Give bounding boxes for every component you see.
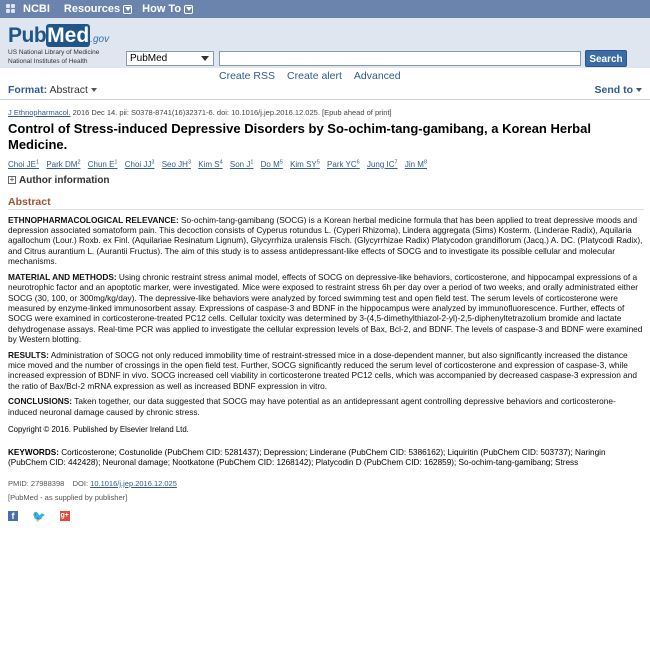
author-link[interactable] <box>405 160 427 169</box>
logo-gov: .gov <box>90 34 110 45</box>
doi-label: DOI: <box>72 478 89 488</box>
author-link[interactable] <box>88 160 118 169</box>
author-name: Jung IC <box>366 159 395 169</box>
author-affil: 2 <box>77 159 81 165</box>
share-bar <box>8 510 644 523</box>
author-info-label: Author information <box>19 174 110 186</box>
resources-label: Resources <box>63 3 121 15</box>
keywords <box>8 448 644 469</box>
search-bar <box>0 18 650 82</box>
caret-down-icon <box>91 88 97 92</box>
author-list <box>8 159 644 169</box>
ncbi-logo-icon <box>6 4 20 14</box>
author-link[interactable] <box>290 160 320 169</box>
search-input[interactable] <box>219 51 581 66</box>
author-affil: 6 <box>356 159 360 165</box>
journal-link[interactable]: J Ethnopharmacol. <box>8 108 71 117</box>
copyright: Copyright © 2016. Published by Elsevier Ireland Ltd. <box>8 424 189 434</box>
ncbi-home-link[interactable] <box>6 3 50 15</box>
source-note: [PubMed - as supplied by publisher] <box>8 492 128 502</box>
google-plus-icon[interactable]: g+ <box>60 512 69 520</box>
author-link[interactable] <box>230 160 254 169</box>
search-button[interactable]: Search <box>585 50 627 67</box>
author-affil: 5 <box>316 159 320 165</box>
author-affil: 5 <box>279 159 283 165</box>
author-name: Kim SY <box>290 159 317 169</box>
abstract-section <box>8 396 644 417</box>
twitter-icon[interactable]: 🐦 <box>32 510 46 523</box>
howto-label: How To <box>142 3 182 15</box>
format-bar <box>0 80 650 100</box>
section-text: So-ochim-tang-gamibang (SOCG) is a Korean herbal medicine formula that has been applied to treat depressive moods and depression associated somatoform pain. This decoction consists of Cyperus rotundus L. (Cyperi Rhizoma), Lindera aggregata (Sims) Kosterm. (Linderae Radix), Aquilaria agallochum (Lour.) Roxb. ex Finl. (Aquilariae Resinatum Lignum), Glycyrrhiza uralensis Fisch. (Glycyrrhizae Radix) Platycodon grandiflorum (Jacq.) A. DC. (Platycodi Radix), and Citrus aurantium L. (Aurantii Fructus). The aim of this study is to assess antidepressant-like effects of SOCG and to investigate its possible cellular and molecular mechanisms. <box>8 214 643 267</box>
author-affil: 7 <box>394 159 398 165</box>
format-label: Format: <box>8 84 48 96</box>
resources-menu[interactable] <box>64 3 132 15</box>
author-affil: 1 <box>250 159 254 165</box>
create-alert-link[interactable]: Create alert <box>287 70 342 82</box>
author-link[interactable] <box>46 160 80 169</box>
section-label: CONCLUSIONS: <box>8 396 73 407</box>
abstract-section <box>8 272 644 345</box>
chevron-down-icon <box>123 5 132 14</box>
pmid: PMID: 27988398 <box>8 478 65 488</box>
author-name: Chun E <box>87 159 115 169</box>
format-selector[interactable] <box>8 84 97 96</box>
doi-link[interactable]: 10.1016/j.jep.2016.12.025 <box>90 478 177 488</box>
section-text: Using chronic restraint stress animal model, effects of SOCG on depressive-like behaviors, corticosterone, and hippocampal expressions of a neurotrophic factor and an apoptotic marker, were investigated. Mice were exposed to restraint stress 6h per day over a period of two weeks, and orally administrated either SOCG (30, 100, or 300mg/kg/day). The depressive-like behaviors were analyzed by forced swimming test and open field test. The serum levels of corticosterone were measured by enzyme-linked immunosorbent assay. Expressions of caspase-3 and BDNF in the hippocampus were analyzed by immunofluorescence. Further, effects of SOCG were examined in corticosterone-treated PC12 cells. Cellular toxicity was determined by 3-(4,5-dimethylthiazol-2-yl)-2,5-diphenyltetrazolium bromide and lactate dehydrogenase assays. Real-time PCR was applied to investigate the cellular expression levels of Bax, Bcl-2, and BDNF. The levels of caspase-3 and BDNF were examined by Western blotting. <box>8 271 643 345</box>
identifiers <box>8 479 644 488</box>
nlm-line1: US National Library of Medicine <box>8 49 100 56</box>
author-link[interactable] <box>367 160 398 169</box>
author-affil: 3 <box>187 159 191 165</box>
advanced-search-link[interactable]: Advanced <box>353 70 401 82</box>
create-rss-link[interactable]: Create RSS <box>219 70 276 82</box>
section-label: ETHNOPHARMACOLOGICAL RELEVANCE: <box>8 214 179 225</box>
logo-pub: Pub <box>8 24 47 47</box>
facebook-icon[interactable]: f <box>8 511 18 521</box>
author-name: Son J <box>229 159 251 169</box>
author-name: Park DM <box>46 159 78 169</box>
author-name: Jin M <box>404 159 424 169</box>
author-affil: 4 <box>219 159 223 165</box>
chevron-down-icon <box>184 5 193 14</box>
abstract-section <box>8 215 644 267</box>
author-info-toggle[interactable] <box>8 175 644 186</box>
author-name: Park YC <box>327 159 357 169</box>
logo-med: Med <box>47 24 90 47</box>
expand-plus-icon: + <box>9 175 15 185</box>
author-link[interactable] <box>261 160 283 169</box>
abstract-section <box>8 350 644 392</box>
section-label: RESULTS: <box>8 349 49 360</box>
author-link[interactable] <box>125 160 155 169</box>
section-text: Administration of SOCG not only reduced immobility time of restraint-stressed mice in a dose-dependent manner, but also significantly increased the distance mice moved and the number of crossings in the open field test. Further, SOCG significantly reduced the serum level of corticosterone and expression of caspase-3, while increased expression of BDNF in vivo. SOCG increased cell viability in corticosterone treated PC12 cells, which was accompanied by decreased caspase-3 expression and the ratio of Bax/Bcl-2 mRNA expression as well as increased BDNF expression in vitro. <box>8 349 638 391</box>
database-select[interactable]: PubMed <box>126 51 214 66</box>
caret-down-icon <box>636 88 642 92</box>
keywords-text: Corticosterone; Costunolide (PubChem CID: 5281437); Depression; Linderane (PubChem CID: 5386162); Liquiritin (PubChem CID: 503737); Naringin (PubChem CID: 442428); Neuronal damage; Nootkatone (PubChem CID: 1268142); Platycodin D (PubChem CID: 162859); So-ochim-tang-gamibang; Stress <box>8 447 606 468</box>
article-title: Control of Stress-induced Depressive Disorders by So-ochim-tang-gamibang, a Korean Herbal Medicine. <box>8 121 591 152</box>
author-name: Choi JE <box>8 159 37 169</box>
author-affil: 8 <box>423 159 428 165</box>
author-link[interactable] <box>198 160 222 169</box>
citation-details: 2016 Dec 14. pii: S0378-8741(16)32371-6. doi: 10.1016/j.jep.2016.12.025. [Epub ahead of print] <box>70 108 392 117</box>
citation <box>8 108 644 117</box>
author-affil: 1 <box>36 159 40 165</box>
section-text: Taken together, our data suggested that SOCG may have potential as an antidepressant agent controlling depressive behaviors and corticosterone-induced neuronal damage caused by chronic stress. <box>8 396 616 417</box>
author-link[interactable] <box>162 160 191 169</box>
author-affil: 3 <box>151 159 155 165</box>
author-name: Choi JJ <box>124 159 152 169</box>
author-affil: 1 <box>114 159 118 165</box>
author-name: Seo JH <box>161 159 188 169</box>
author-name: Do M <box>260 159 280 169</box>
author-name: Kim S <box>198 159 220 169</box>
pubmed-logo[interactable] <box>8 24 109 66</box>
section-label: MATERIAL AND METHODS: <box>8 271 117 282</box>
abstract-heading: Abstract <box>8 196 644 210</box>
nlm-line2: National Institutes of Health <box>8 58 88 65</box>
keywords-label: KEYWORDS: <box>8 447 59 457</box>
article <box>8 108 644 523</box>
author-link[interactable] <box>8 160 39 169</box>
author-link[interactable] <box>327 160 360 169</box>
format-value: Abstract <box>49 84 88 96</box>
send-to-label: Send to <box>594 84 633 96</box>
ncbi-brand: NCBI <box>23 3 50 15</box>
howto-menu[interactable] <box>142 3 193 15</box>
send-to-menu[interactable] <box>595 84 643 96</box>
ncbi-topbar <box>0 0 650 18</box>
